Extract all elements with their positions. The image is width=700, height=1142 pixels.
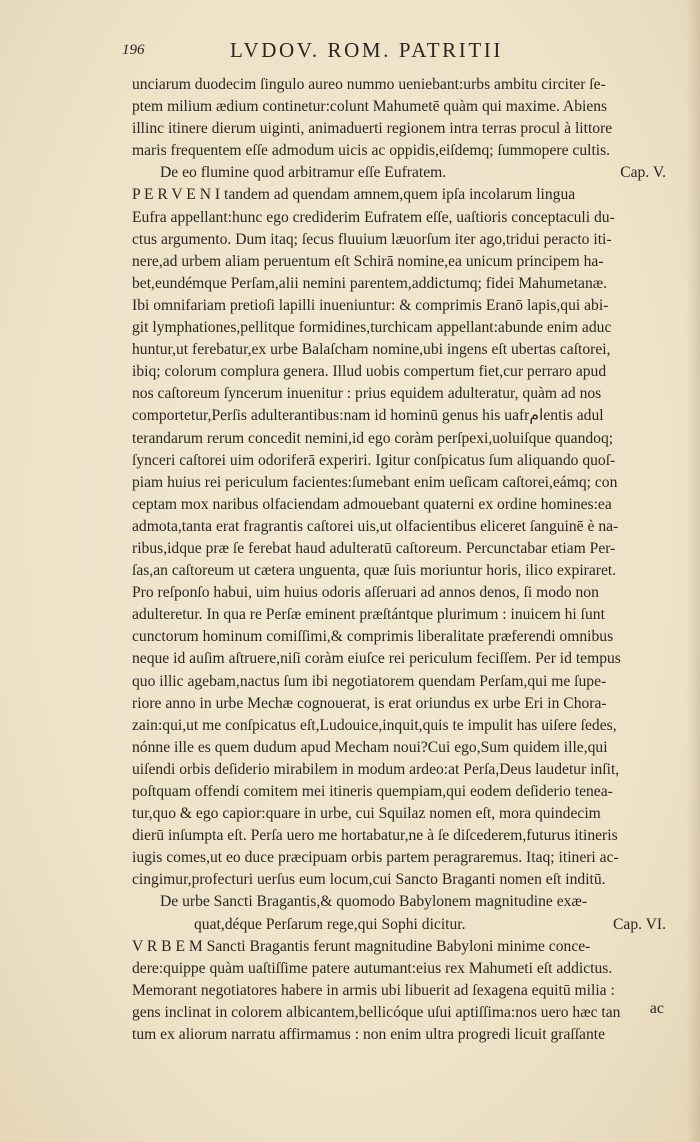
chapter-heading-text: quat,déque Perſarum rege,qui Sophi dicitur. — [194, 915, 466, 933]
text-line: ribus,idque præ ſe ferebat haud adulteratū caſtoreum. Percunctabar etiam Per- — [132, 539, 616, 557]
text-line: iugis comes,ut eo duce præcipuam orbis partem peragraremus. Itaq; itineri ac- — [132, 849, 619, 867]
text-line: dierū inſumpta eſt. Perſa uero me hortabatur,ne à ſe diſcederem,futurus itineris — [132, 827, 618, 845]
text-line: Eufra appellant:hunc ego crediderim Eufratem eſſe, uaſtioris conceptaculi du- — [132, 208, 615, 226]
text-line: maris frequentem eſſe admodum uicis ac oppidis,eiſdemq; ſummopere cultis. — [132, 142, 611, 160]
text-line: riore anno in urbe Mechæ cognouerat, is erat oriundus ex urbe Eri in Chora- — [132, 694, 607, 712]
text-line: piam huius rei periculum facientes:ſumebant enim ueſicam caſtorei,eámq; con — [132, 473, 618, 491]
chapter-number: Cap. V. — [620, 164, 666, 182]
text-line: ctus argumento. Dum itaq; ſecus fluuium læuorſum iter ago,tridui peracto iti- — [132, 230, 612, 248]
text-line: comportetur,Perſis adulterantibus:nam id hominū genus his uafrامentis adul — [132, 407, 604, 425]
text-line: cunctorum hominum comiſſimi,& comprimis liberalitate præferendi omnibus — [132, 628, 614, 646]
text-line: admota,tanta erat fragrantis caſtorei uis,ut olfacientibus eliceret ſanguinē è na- — [132, 517, 619, 535]
chapter-heading-text: De urbe Sancti Bragantis,& quomodo Babylonem magnitudine exæ- — [160, 893, 588, 911]
chapter-heading-text: De eo flumine quod arbitramur eſſe Eufratem. — [160, 164, 447, 182]
text-line: neque id auſim aſtruere,niſi coràm eiuſce rei periculum feciſſem. Per id tempus — [132, 650, 621, 668]
folio-number: 196 — [122, 42, 145, 58]
chapter-number: Cap. VI. — [613, 915, 666, 933]
text-line: tur,quo & ego capior:quare in urbe, cui Squilaz nomen eſt, mora quindecim — [132, 805, 601, 823]
text-line: Pro reſponſo habui, uim huius odoris aſſeruari ad annos denos, ſi modo non — [132, 584, 599, 602]
chapter-heading — [132, 162, 672, 184]
chapter-heading — [132, 914, 672, 936]
text-line: ptem milium ædium continetur:colunt Mahumetē quàm qui maxime. Abiens — [132, 98, 608, 116]
text-line: gens inclinat in colorem albicantem,bellicóque uſui aptiſſima:nos uero hæc tan — [132, 1003, 621, 1021]
text-line: nere,ad urbem aliam peruentum eſt Schirā nomine,ea unicum principem ha- — [132, 252, 604, 270]
page-edge-shadow — [686, 0, 700, 1142]
chapter-heading — [132, 891, 672, 913]
text-line: illinc itinere dierum uiginti, animaduerti regionem intra terras procul à littore — [132, 120, 613, 138]
text-line: cingimur,profecturi uerſus eum locum,cui Sancto Braganti nomen eſt inditū. — [132, 871, 606, 889]
text-block — [132, 74, 672, 1046]
text-line: git lymphationes,pellitque formidines,turchicam appellant:abunde enim aduc — [132, 319, 612, 337]
text-line: ſynceri caſtorei uim odoriferā experiri. Igitur conſpicatus ſum aliquando quoſ- — [132, 451, 616, 469]
catchword: ac — [649, 1000, 664, 1017]
text-line: P E R V E N I tandem ad quendam amnem,quem ipſa incolarum lingua — [132, 186, 576, 204]
text-line: terandarum rerum concedit nemini,id ego coràm perſpexi,uoluiſque quandoq; — [132, 429, 614, 447]
text-line: Ibi omnifariam pretioſi lapilli inueniuntur: & comprimis Eranō lapis,qui abi- — [132, 296, 609, 314]
text-line: nónne ille es quem dudum apud Mecham noui?Cui ego,Sum quidem ille,qui — [132, 738, 608, 756]
text-line: ibiq; colorum complura genera. Illud uobis compertum fiet,cur perraro apud — [132, 363, 607, 381]
text-line: V R B E M Sancti Bragantis ferunt magnitudine Babyloni minime conce- — [132, 937, 591, 955]
text-line: bet,eundémque Perſam,alii nemini parentem,addictumq; fidei Mahumetanæ. — [132, 274, 608, 292]
text-line: ſas,an caſtoreum ut cætera unguenta, quæ ſuis moriuntur horis, ilico expiraret. — [132, 562, 617, 580]
text-line: adulteretur. In qua re Perſæ eminent præſtántque plurimum : inuicem hi ſunt — [132, 606, 605, 624]
text-line: huntur,ut ferebatur,ex urbe Balaſcham nomine,ubi ingens eſt ubertas caſtorei, — [132, 341, 611, 359]
text-line: zain:qui,ut me conſpicatus eſt,Ludouice,inquit,quis te impulit has uiſere ſedes, — [132, 716, 617, 734]
text-line: nos caſtoreum ſyncerum inuenitur : prius equidem adulteratur, quàm ad nos — [132, 385, 602, 403]
text-line: quo illic agebam,nactus ſum ibi negotiatorem quendam Perſam,qui me ſupe- — [132, 672, 607, 690]
text-line: uiſendi orbis deſiderio mirabilem in modum ardeo:at Perſa,Deus laudetur inſit, — [132, 760, 620, 778]
running-head — [122, 38, 682, 66]
text-line: poſtquam offendi comitem mei itineris quempiam,qui eodem deſiderio tenea- — [132, 783, 613, 800]
text-line: tum ex aliorum narratu affirmamus : non enim ultra progredi licuit graſſante — [132, 1026, 606, 1044]
text-line: ceptam mox naribus olfaciendam admouebant quaterni ex ordine homines:ea — [132, 495, 612, 513]
running-title: LVDOV. ROM. PATRITII — [230, 38, 503, 62]
text-line: dere:quippe quàm uaſtiſſime patere autumant:eius rex Mahumeti eſt addictus. — [132, 959, 613, 977]
text-line: unciarum duodecim ſingulo aureo nummo ueniebant:urbs ambitu circiter ſe- — [132, 76, 606, 93]
text-line: Memorant negotiatores habere in armis ubi libuerit ad ſexagena equitū milia : — [132, 981, 615, 999]
